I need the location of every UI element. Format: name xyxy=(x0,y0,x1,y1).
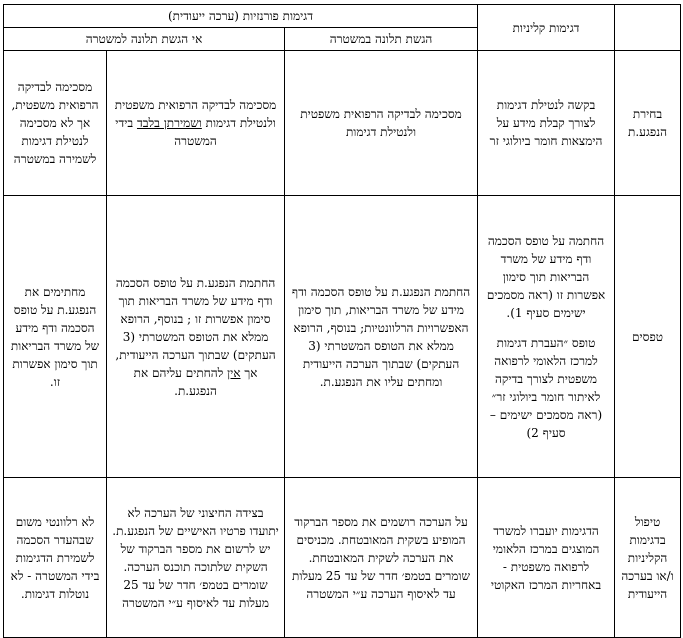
cell-text: להחתים עליהם את הנפגע.ת. xyxy=(133,365,228,398)
cell-text: בידי המשטרה xyxy=(115,116,217,148)
header-clinical-specimens: דגימות קליניות xyxy=(478,5,615,51)
choice-no-complaint-consent-cell xyxy=(107,51,285,196)
row-label-forms: טפסים xyxy=(615,196,681,478)
header-forensic-specimens: דגימות פורנזיות (ערכה ייעודית) xyxy=(4,5,478,28)
handling-no-complaint-consent-cell: בצידה החיצוני של הערכה לא יתועדו פרטיו האישיים של הנפגע.ת. יש לרשום את מספר הברקוד של השקית שלתוכה תוכנס הערכה. שומרים בטמפ׳ חדר של עד 25 מעלות עד לאיסוף ע״י המשטרה xyxy=(107,478,285,638)
handling-with-complaint-cell: על הערכה רושמים את מספר הברקוד המופיע בשקית המאובטחת. מכניסים את הערכה לשקית המאובטחת. שומרים בטמפ׳ חדר של עד 25 מעלות עד לאיסוף הערכה ע״י המשטרה xyxy=(285,478,478,638)
forms-clinical-part1: החתמה על טופס הסכמה ודף מידע של משרד הבריאות תוך סימון אפשרות זו (ראה מסמכים ישימים סעיף 1). xyxy=(486,233,606,320)
row-label-header-empty xyxy=(615,5,681,51)
forms-with-complaint-cell: החתמת הנפגע.ת על טופס הסכמה ודף מידע של משרד הבריאות, תוך סימון האפשרויות הרלוונטיות; בנוסף, הרופא ממלא את הטופס המשטרתי (3 העתקים) שבתוך הערכה הייעודית ומחתים עליו את הנפגע.ת. xyxy=(285,196,478,478)
row-forms xyxy=(4,196,681,478)
choice-clinical-cell: בקשה לנטילת דגימות לצורך קבלת מידע על הימצאות חומר ביולוגי זר xyxy=(478,51,615,196)
choice-with-complaint-cell: מסכימה לבדיקה הרפואית משפטית ולנטילת דגימות xyxy=(285,51,478,196)
underlined-text: ושמירתן בלבד xyxy=(136,116,202,130)
forms-clinical-cell xyxy=(478,196,615,478)
forms-no-complaint-refuse-cell: מחתימים את הנפגע.ת על טופס הסכמה ודף מידע של משרד הבריאות תוך סימון אפשרות זו. xyxy=(4,196,107,478)
row-handling xyxy=(4,478,681,638)
forms-clinical-part2: טופס ״העברת דגימות למרכז הלאומי לרפואה משפטית לצורך בדיקה לאיתור חומר ביולוגי זר״ (ראה מסמכים ישימים – סעיף 2) xyxy=(489,335,603,440)
row-label-victim-choice: בחירת הנפגע.ת xyxy=(615,51,681,196)
specimen-protocol-table xyxy=(3,4,681,638)
row-victim-choice xyxy=(4,51,681,196)
handling-clinical-cell: הדגימות יועברו למשרד המוצגים במרכז הלאומי לרפואה משפטית - באחריות המרכז האקוטי xyxy=(478,478,615,638)
underlined-text: אין xyxy=(227,365,241,380)
cell-text: החתמת הנפגע.ת על טופס הסכמה ודף מידע של משרד הבריאות תוך סימון אפשרות זו ; בנוסף, הרופא ממלא את הטופס המשטרתי (3 העתקים) שבתוך הערכה הייעודית, אך xyxy=(115,275,276,380)
choice-no-complaint-refuse-cell: מסכימה לבדיקה הרפואית משפטית, אך לא מסכימה לנטילת דגימות לשמירה במשטרה xyxy=(4,51,107,196)
row-label-handling: טיפול בדגימות הקליניות ו/או בערכה הייעודית xyxy=(615,478,681,638)
cell-text: מסכימה לבדיקה הרפואית משפטית ולנטילת דגימות xyxy=(114,98,277,130)
header-no-complaint: אי הגשת תלונה למשטרה xyxy=(4,28,285,51)
handling-no-complaint-refuse-cell: לא רלוונטי משום שבהעדר הסכמה לשמירת הדגימות בידי המשטרה - לא נוטלות דגימות. xyxy=(4,478,107,638)
header-row-top xyxy=(4,5,681,28)
forms-no-complaint-consent-cell xyxy=(107,196,285,478)
header-complaint-filed: הגשת תלונה במשטרה xyxy=(285,28,478,51)
